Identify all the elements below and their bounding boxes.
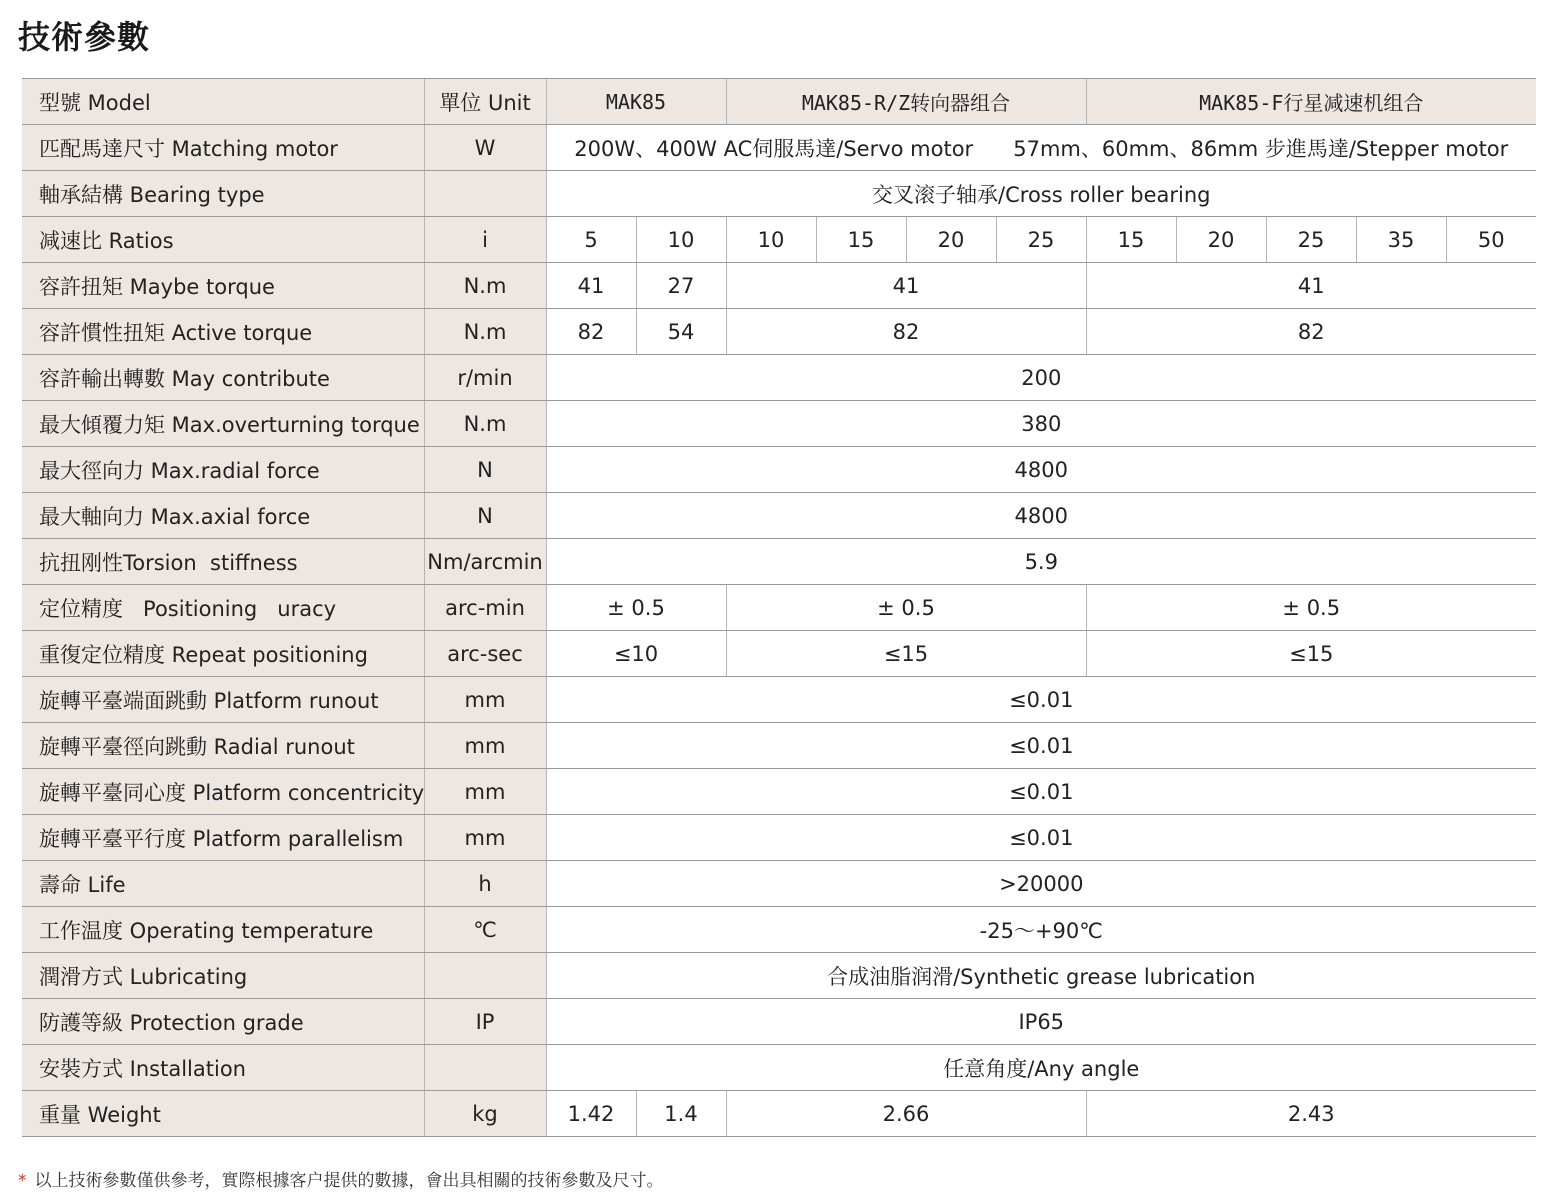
row-radial-force (22, 447, 1536, 493)
row-value: 5.9 (546, 539, 1536, 585)
value-cell: ± 0.5 (546, 585, 726, 631)
row-protection (22, 999, 1536, 1045)
row-value: >20000 (546, 861, 1536, 907)
row-label: 旋轉平臺徑向跳動 Radial runout (22, 723, 424, 769)
model-header: 型號 Model (22, 79, 424, 125)
row-value: ≤0.01 (546, 815, 1536, 861)
row-motor (22, 125, 1536, 171)
row-label: 减速比 Ratios (22, 217, 424, 263)
row-stiffness (22, 539, 1536, 585)
value-cell: 41 (726, 263, 1086, 309)
row-label: 旋轉平臺端面跳動 Platform runout (22, 677, 424, 723)
ratio-cell: 50 (1446, 217, 1536, 263)
row-label: 最大軸向力 Max.axial force (22, 493, 424, 539)
spec-table (22, 78, 1536, 1137)
row-repeat (22, 631, 1536, 677)
row-unit: mm (424, 723, 546, 769)
row-unit (424, 171, 546, 217)
value-cell: ≤10 (546, 631, 726, 677)
row-parallelism (22, 815, 1536, 861)
row-label: 潤滑方式 Lubricating (22, 953, 424, 999)
row-label: 重量 Weight (22, 1091, 424, 1137)
row-label: 重復定位精度 Repeat positioning (22, 631, 424, 677)
row-value: 380 (546, 401, 1536, 447)
value-cell: 54 (636, 309, 726, 355)
row-value (546, 125, 1536, 171)
ratio-cell: 15 (816, 217, 906, 263)
ratio-cell: 10 (636, 217, 726, 263)
row-unit: mm (424, 815, 546, 861)
ratio-cell: 20 (1176, 217, 1266, 263)
row-label: 工作温度 Operating temperature (22, 907, 424, 953)
header-row (22, 79, 1536, 125)
row-value: 4800 (546, 493, 1536, 539)
row-inertia-torque (22, 309, 1536, 355)
value-cell: 1.42 (546, 1091, 636, 1137)
row-unit: h (424, 861, 546, 907)
row-label: 安裝方式 Installation (22, 1045, 424, 1091)
row-runout (22, 677, 1536, 723)
row-label: 容許慣性扭矩 Active torque (22, 309, 424, 355)
row-label: 旋轉平臺平行度 Platform parallelism (22, 815, 424, 861)
row-unit: r/min (424, 355, 546, 401)
row-label: 匹配馬達尺寸 Matching motor (22, 125, 424, 171)
model-mak85-f: MAK85-F行星减速机组合 (1086, 79, 1536, 125)
row-label: 壽命 Life (22, 861, 424, 907)
row-unit: mm (424, 769, 546, 815)
ratio-cell: 10 (726, 217, 816, 263)
row-installation (22, 1045, 1536, 1091)
row-unit (424, 953, 546, 999)
page-title: 技術參數 (18, 18, 151, 56)
row-unit: kg (424, 1091, 546, 1137)
value-cell: 2.66 (726, 1091, 1086, 1137)
row-unit: N.m (424, 309, 546, 355)
row-axial-force (22, 493, 1536, 539)
model-mak85-rz: MAK85-R/Z转向器组合 (726, 79, 1086, 125)
motor-value: 200W、400W AC伺服馬達/Servo motor 57mm、60mm、86mm 步進馬達/Stepper motor (574, 136, 1509, 161)
row-value: 任意角度/Any angle (546, 1045, 1536, 1091)
value-cell: 41 (1086, 263, 1536, 309)
row-label: 最大傾覆力矩 Max.overturning torque (22, 401, 424, 447)
row-label: 防護等級 Protection grade (22, 999, 424, 1045)
value-cell: 82 (1086, 309, 1536, 355)
row-ratios (22, 217, 1536, 263)
row-unit: N (424, 493, 546, 539)
row-unit: ℃ (424, 907, 546, 953)
row-life (22, 861, 1536, 907)
value-cell: 82 (546, 309, 636, 355)
row-value: 4800 (546, 447, 1536, 493)
row-unit: N (424, 447, 546, 493)
row-unit: Nm/arcmin (424, 539, 546, 585)
row-value: ≤0.01 (546, 769, 1536, 815)
ratio-cell: 35 (1356, 217, 1446, 263)
row-label: 旋轉平臺同心度 Platform concentricity (22, 769, 424, 815)
ratio-cell: 20 (906, 217, 996, 263)
value-cell: 41 (546, 263, 636, 309)
row-torque (22, 263, 1536, 309)
row-label: 容許輸出轉數 May contribute (22, 355, 424, 401)
row-overturning (22, 401, 1536, 447)
ratio-cell: 25 (996, 217, 1086, 263)
row-value: IP65 (546, 999, 1536, 1045)
ratio-cell: 15 (1086, 217, 1176, 263)
value-cell: ± 0.5 (726, 585, 1086, 631)
ratio-cell: 5 (546, 217, 636, 263)
footnote (18, 1166, 664, 1191)
row-unit: W (424, 125, 546, 171)
row-label: 軸承結構 Bearing type (22, 171, 424, 217)
row-concentricity (22, 769, 1536, 815)
value-cell: 27 (636, 263, 726, 309)
row-speed (22, 355, 1536, 401)
row-weight (22, 1091, 1536, 1137)
unit-header: 單位 Unit (424, 79, 546, 125)
row-value: 合成油脂润滑/Synthetic grease lubrication (546, 953, 1536, 999)
row-unit (424, 1045, 546, 1091)
value-cell: 2.43 (1086, 1091, 1536, 1137)
row-value: 交叉滚子轴承/Cross roller bearing (546, 171, 1536, 217)
row-label: 定位精度 Positioning uracy (22, 585, 424, 631)
value-cell: ± 0.5 (1086, 585, 1536, 631)
value-cell: ≤15 (726, 631, 1086, 677)
model-mak85: MAK85 (546, 79, 726, 125)
value-cell: ≤15 (1086, 631, 1536, 677)
row-label: 最大徑向力 Max.radial force (22, 447, 424, 493)
row-lubrication (22, 953, 1536, 999)
footnote-text: 以上技術參數僅供參考，實際根據客户提供的數據，會出具相關的技術參數及尺寸。 (34, 1171, 664, 1191)
row-unit: N.m (424, 401, 546, 447)
row-accuracy (22, 585, 1536, 631)
value-cell: 1.4 (636, 1091, 726, 1137)
row-value: 200 (546, 355, 1536, 401)
row-unit: i (424, 217, 546, 263)
row-unit: IP (424, 999, 546, 1045)
row-unit: arc-sec (424, 631, 546, 677)
row-unit: mm (424, 677, 546, 723)
row-label: 抗扭刚性Torsion stiffness (22, 539, 424, 585)
row-unit: arc-min (424, 585, 546, 631)
ratio-cell: 25 (1266, 217, 1356, 263)
row-value: ≤0.01 (546, 677, 1536, 723)
row-temperature (22, 907, 1536, 953)
row-value: ≤0.01 (546, 723, 1536, 769)
row-radial-runout (22, 723, 1536, 769)
row-label: 容許扭矩 Maybe torque (22, 263, 424, 309)
footnote-marker: * (18, 1171, 27, 1191)
row-unit: N.m (424, 263, 546, 309)
value-cell: 82 (726, 309, 1086, 355)
row-bearing (22, 171, 1536, 217)
row-value: -25～+90℃ (546, 907, 1536, 953)
